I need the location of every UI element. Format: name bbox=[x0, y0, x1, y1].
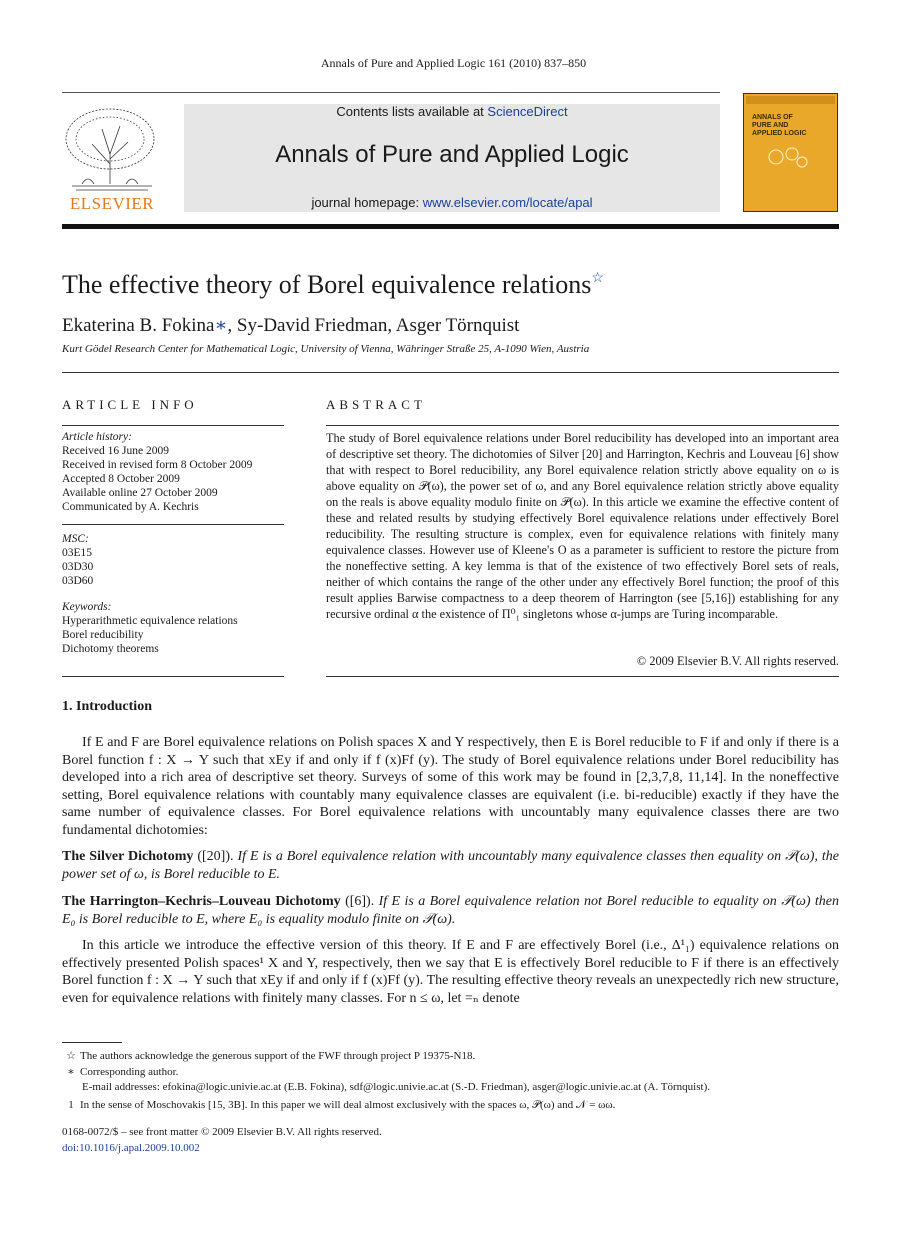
sciencedirect-link[interactable]: ScienceDirect bbox=[487, 104, 568, 119]
footnote-corr-text: Corresponding author. bbox=[80, 1066, 179, 1078]
history-received: Received 16 June 2009 bbox=[62, 445, 169, 457]
msc-block bbox=[62, 532, 284, 588]
footnote-ack-marker: ☆ bbox=[66, 1050, 76, 1062]
footnote-rule bbox=[62, 1042, 122, 1043]
footnote-moschovakis bbox=[62, 1097, 839, 1113]
msc-item: 03E15 bbox=[62, 547, 93, 559]
cover-line-1: ANNALS OF bbox=[752, 114, 793, 121]
silver-ref[interactable]: ([20]). bbox=[193, 849, 238, 864]
footnote-corresponding bbox=[62, 1064, 839, 1080]
cover-line-2: PURE AND bbox=[752, 122, 789, 129]
contents-line bbox=[184, 104, 720, 119]
info-rule-2 bbox=[62, 524, 284, 525]
msc-label: MSC: bbox=[62, 533, 89, 545]
info-rule-3 bbox=[62, 676, 284, 677]
intro-paragraph-2: In this article we introduce the effective version of this theory. If E and F are effectively Borel (i.e., Δ¹₁) equivalence relations on effectively presented Polish spaces¹ X and Y, respectively, then we say that E is effectively Borel reducible to F if there is an effectively Borel function f : X → Y such that xEy if and only if f (x)Ff (y). The resulting effective theory reveals an unexpectedly rich new structure, even for equivalence relations with finitely many classes. For n ≤ ω, let =ₙ denote bbox=[62, 938, 839, 1006]
history-revised: Received in revised form 8 October 2009 bbox=[62, 459, 253, 471]
history-label: Article history: bbox=[62, 431, 132, 443]
paper-title bbox=[62, 270, 604, 300]
silver-dichotomy bbox=[62, 848, 839, 883]
contents-prefix: Contents lists available at bbox=[336, 104, 488, 119]
keyword-item: Dichotomy theorems bbox=[62, 643, 159, 655]
hkl-dichotomy bbox=[62, 893, 839, 928]
keyword-item: Borel reducibility bbox=[62, 629, 144, 641]
journal-homepage bbox=[184, 195, 720, 210]
intro-paragraph-1: If E and F are Borel equivalence relations on Polish spaces X and Y respectively, then E is Borel reducible to F if and only if there is a Borel function f : X → Y such that xEy if and only if f (x)Ff (y). The study of Borel equivalence relations under Borel reducibility has developed into a rich area of descriptive set theory. Surveys of some of this work may be found in [2,3,7,8, 11,14]. In the noneffective setting, Borel equivalence relations with countably many equivalence classes are equivalent (i.e. bi-reducible) exactly if they have the same number of equivalence classes. For Borel equivalence relations with uncountably many equivalence classes there are two fundamental dichotomies: bbox=[62, 735, 839, 838]
cover-title bbox=[752, 114, 806, 138]
silver-statement: If E is a Borel equivalence relation with uncountably many equivalence classes then equality on 𝒫(ω), the power set of ω, is Borel reducible to E. bbox=[62, 849, 840, 882]
footnote-1-marker: 1 bbox=[68, 1099, 74, 1111]
homepage-link[interactable]: www.elsevier.com/locate/apal bbox=[422, 195, 593, 210]
issn-line: 0168-0072/$ – see front matter © 2009 Elsevier B.V. All rights reserved. bbox=[62, 1126, 382, 1138]
elsevier-logo bbox=[62, 104, 162, 214]
footnote-ack bbox=[62, 1048, 839, 1064]
msc-item: 03D30 bbox=[62, 561, 94, 573]
masthead-thick-rule bbox=[62, 224, 839, 229]
journal-reference: Annals of Pure and Applied Logic 161 (2010) 837–850 bbox=[320, 56, 587, 70]
journal-title: Annals of Pure and Applied Logic bbox=[275, 141, 629, 168]
footnote-ack-text: The authors acknowledge the generous support of the FWF through project P 19375-N18. bbox=[80, 1050, 476, 1062]
masthead-rule bbox=[62, 92, 720, 93]
footnote-1-text: In the sense of Moschovakis [15, 3B]. In this paper we will deal almost exclusively with the spaces ω, 𝒫(ω) and 𝒩 = ωω. bbox=[80, 1099, 616, 1111]
footnote-corr-marker: ∗ bbox=[67, 1066, 75, 1078]
abstract-heading: ABSTRACT bbox=[326, 397, 426, 412]
footnote-emails[interactable]: E-mail addresses: efokina@logic.univie.ac.at (E.B. Fokina), sdf@logic.univie.ac.at (S.-D. Friedman), asger@logic.univie.ac.at (A. Törnquist). bbox=[82, 1081, 710, 1093]
abstract-rule-bottom bbox=[326, 676, 839, 677]
history-online: Available online 27 October 2009 bbox=[62, 487, 218, 499]
paper-title-text: The effective theory of Borel equivalence relations bbox=[62, 270, 592, 299]
section-heading: 1. Introduction bbox=[62, 699, 152, 714]
article-history bbox=[62, 430, 284, 514]
author-1: Ekaterina B. Fokina bbox=[62, 315, 215, 336]
hkl-ref[interactable]: ([6]). bbox=[340, 894, 379, 909]
hkl-statement: If E is a Borel equivalence relation not Borel reducible to equality on 𝒫(ω) then E₀ is Borel reducible to E, where E₀ is equality modulo finite on 𝒫(ω). bbox=[62, 894, 839, 927]
silver-name: The Silver Dichotomy bbox=[62, 849, 194, 864]
copyright: © 2009 Elsevier B.V. All rights reserved. bbox=[636, 654, 839, 668]
title-footnote-marker[interactable]: ☆ bbox=[591, 271, 604, 286]
keywords-block bbox=[62, 600, 284, 656]
cover-band bbox=[746, 96, 835, 104]
article-info-heading: ARTICLE INFO bbox=[62, 397, 198, 412]
hkl-name: The Harrington–Kechris–Louveau Dichotomy bbox=[62, 894, 341, 909]
keywords-label: Keywords: bbox=[62, 601, 112, 613]
publisher-name: ELSEVIER bbox=[69, 194, 155, 213]
authors-rest: , Sy-David Friedman, Asger Törnquist bbox=[227, 315, 520, 336]
cover-ornament-icon bbox=[764, 142, 814, 172]
abstract-text: The study of Borel equivalence relations under Borel reducibility has developed into an important area of descriptive set theory. The dichotomies of Silver [20] and Harrington, Kechris and Louveau [6] show that with respect to Borel reducibility, any Borel equivalence relation strictly above equality on ω is above equality on 𝒫(ω), the power set of ω, and any Borel equivalence relation strictly above equality on the reals is above equality modulo finite on 𝒫(ω). In this article we examine the effective content of these and related results by studying effectively Borel equivalence relations under effectively Borel reducibility. The resulting structure is complex, even for equivalence relations with finitely many equivalence classes. However use of Kleene's O as a parameter is sufficient to restore the picture from the noneffective setting. A key lemma is that of the existence of two effectively Borel sets of reals, neither of which contains the range of the other under any effectively Borel function; the proof of this result applies Barwise compactness to a deep theorem of Harrington (see [5,16]) establishing for any recursive ordinal α the existence of Π⁰₁ singletons whose α-jumps are Turing incomparable. bbox=[326, 431, 839, 621]
homepage-prefix: journal homepage: bbox=[311, 195, 423, 210]
affiliation: Kurt Gödel Research Center for Mathematical Logic, University of Vienna, Währinger Straße 25, A-1090 Wien, Austria bbox=[62, 343, 590, 355]
info-rule-1 bbox=[62, 425, 284, 426]
history-accepted: Accepted 8 October 2009 bbox=[62, 473, 180, 485]
cover-line-3: APPLIED LOGIC bbox=[752, 130, 807, 137]
history-communicated: Communicated by A. Kechris bbox=[62, 501, 199, 513]
authors bbox=[62, 314, 519, 337]
title-rule bbox=[62, 372, 839, 373]
doi-link[interactable]: doi:10.1016/j.apal.2009.10.002 bbox=[62, 1142, 200, 1154]
keyword-item: Hyperarithmetic equivalence relations bbox=[62, 615, 238, 627]
abstract-rule-top bbox=[326, 425, 839, 426]
corresponding-marker[interactable]: ∗ bbox=[214, 315, 228, 336]
msc-item: 03D60 bbox=[62, 575, 94, 587]
journal-cover bbox=[743, 93, 838, 212]
